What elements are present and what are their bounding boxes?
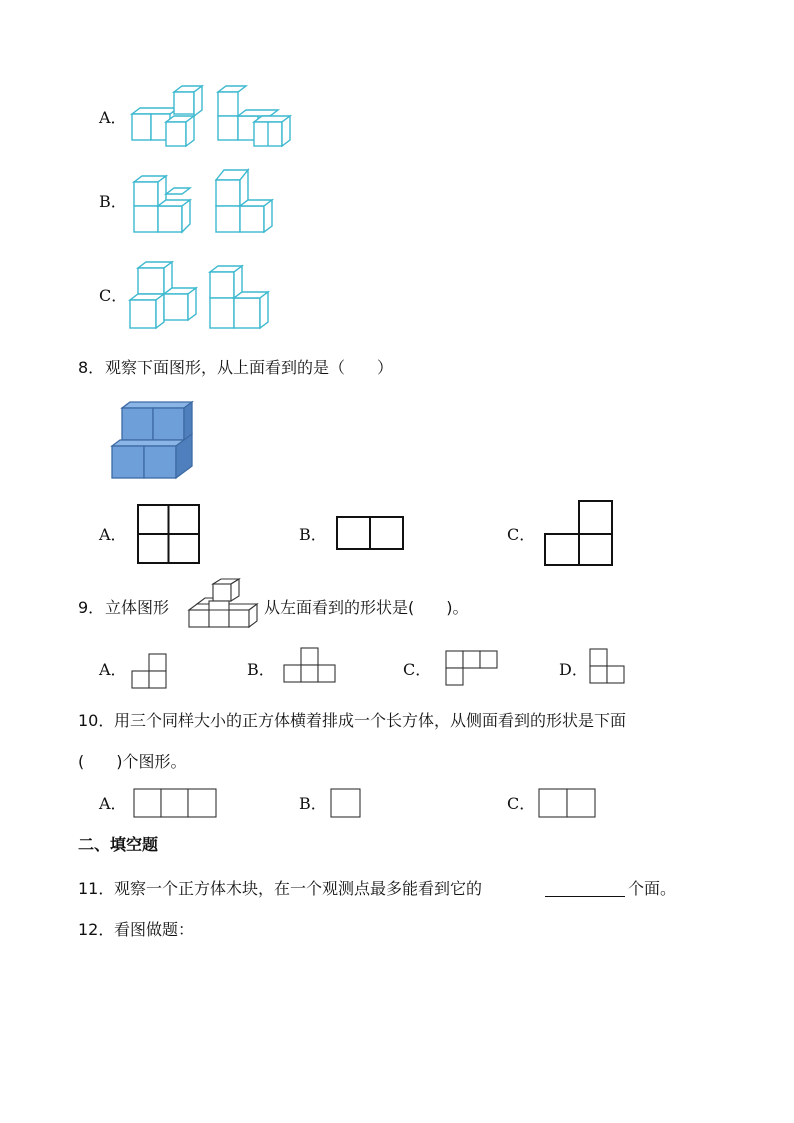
q9-option-c-figure[interactable]	[444, 649, 502, 689]
q11-answer-blank[interactable]	[545, 878, 625, 897]
q7-option-a-figure[interactable]	[128, 88, 298, 150]
q10-number: 10．	[78, 711, 115, 730]
q9-option-b-figure[interactable]	[282, 646, 338, 686]
q10-option-c-figure[interactable]	[538, 788, 598, 821]
q8-stem: 观察下面图形，从上面看到的是（ ）	[105, 358, 394, 377]
q9-option-a-letter: A．	[99, 660, 127, 679]
q9-option-c-letter: C．	[403, 660, 432, 679]
q9-option-a-figure[interactable]	[130, 652, 170, 692]
q10-stem-line2: ( )个图形。	[78, 752, 187, 771]
q7-option-c-letter: C．	[99, 286, 128, 305]
q9-stem-before: 立体图形	[105, 598, 170, 617]
q9-solid-figure	[186, 578, 260, 630]
q10-option-b-figure[interactable]	[330, 788, 363, 821]
q11-stem-before: 观察一个正方体木块，在一个观测点最多能看到它的	[114, 879, 483, 898]
q10-option-a-figure[interactable]	[133, 788, 219, 821]
q8-number: 8．	[78, 358, 105, 377]
q8-option-c-figure[interactable]	[544, 500, 616, 568]
q9-stem-after: 从左面看到的形状是( )。	[264, 598, 469, 617]
q12-stem: 看图做题：	[114, 920, 195, 939]
q7-option-c-figure[interactable]	[126, 258, 276, 334]
q12-number: 12．	[78, 920, 115, 939]
q7-option-a-letter: A．	[99, 108, 127, 127]
q10-option-b-letter: B．	[299, 794, 327, 813]
q8-option-b-figure[interactable]	[336, 516, 406, 552]
q7-option-b-figure[interactable]	[130, 168, 280, 238]
q8-option-a-figure[interactable]	[137, 504, 201, 566]
q9-number: 9．	[78, 598, 105, 617]
q8-option-b-letter: B．	[299, 525, 327, 544]
q8-option-a-letter: A．	[99, 525, 127, 544]
q10-option-a-letter: A．	[99, 794, 127, 813]
q11-stem-after: 个面。	[628, 879, 677, 898]
q9-option-d-letter: D．	[559, 660, 588, 679]
q10-stem-line1: 用三个同样大小的正方体横着排成一个长方体，从侧面看到的形状是下面	[114, 711, 627, 730]
q7-option-b-letter: B．	[99, 192, 127, 211]
q11-number: 11．	[78, 879, 115, 898]
q8-option-c-letter: C．	[507, 525, 536, 544]
q10-option-c-letter: C．	[507, 794, 536, 813]
q8-blue-cube-figure	[108, 400, 198, 482]
q9-option-b-letter: B．	[247, 660, 275, 679]
q9-option-d-figure[interactable]	[588, 647, 628, 689]
section2-title: 二、填空题	[78, 835, 159, 854]
